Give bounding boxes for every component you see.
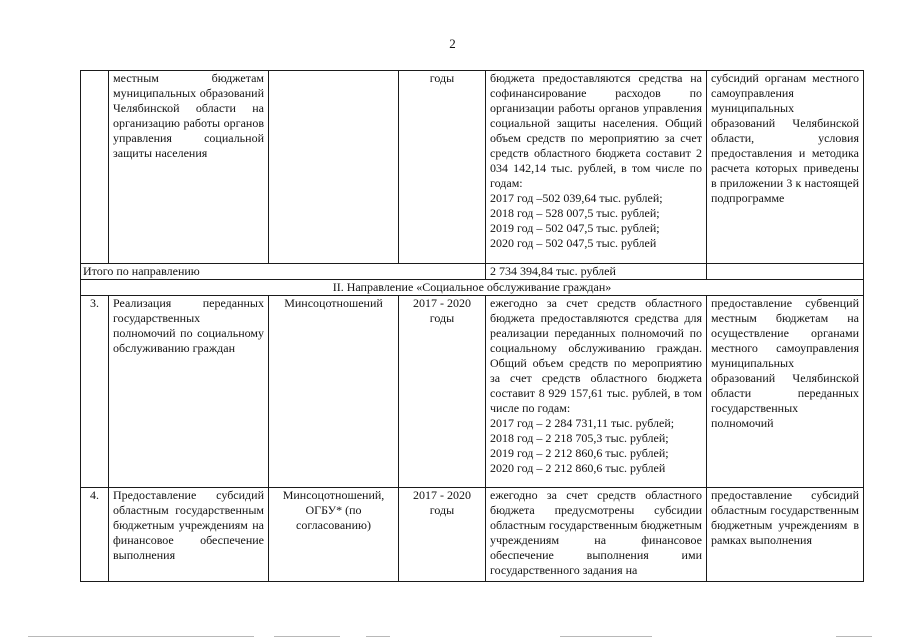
cell-empty [707, 264, 864, 280]
description-text: бюджета предоставляются средства на софинансирование расходов по организации работы органов управления социальной защиты населения. Общий объем средств по мероприятию за счет средств областного бюджета составит 2 034 142,14 тыс. рублей, в том числе по годам: [490, 71, 702, 190]
cell-result-text: предоставление субсидий областным государственным бюджетным учреждениям в рамках выполнения [711, 488, 859, 547]
cell-action [109, 488, 269, 582]
cell-executor [269, 71, 399, 264]
cell-term [399, 488, 486, 582]
cell-term: 2017 - 2020 годы [399, 296, 486, 488]
year-line: 2017 год – 2 284 731,11 тыс. рублей; [490, 416, 675, 430]
scan-mark [28, 636, 254, 637]
cell-number [81, 488, 109, 582]
measures-table [80, 70, 864, 582]
cell-description [486, 488, 707, 582]
total-row [81, 264, 864, 280]
table-row-3 [81, 296, 864, 488]
description-text: ежегодно за счет средств областного бюджета предусмотрены субсидии областным государственным бюджетным учреждениям на финансовое обеспечение выполнения ими государственного задания на [490, 488, 702, 577]
year-line: 2018 год – 528 007,5 тыс. рублей; [490, 206, 660, 220]
scan-mark [274, 636, 340, 637]
section-header-row [81, 280, 864, 296]
table-row-4 [81, 488, 864, 582]
section-header: II. Направление «Социальное обслуживание граждан» [81, 280, 864, 296]
cell-action: местным бюджетам муниципальных образований Челябинской области на организацию работы органов управления социальной защиты населения [109, 71, 269, 264]
year-line: 2020 год – 502 047,5 тыс. рублей [490, 236, 657, 250]
year-line: 2019 год – 502 047,5 тыс. рублей; [490, 221, 660, 235]
scan-mark [366, 636, 390, 637]
cell-number [81, 71, 109, 264]
cell-result [707, 488, 864, 582]
year-line: 2019 год – 2 212 860,6 тыс. рублей; [490, 446, 669, 460]
scan-mark [560, 636, 652, 637]
cell-number-text: 4. [90, 488, 99, 502]
year-line: 2020 год – 2 212 860,6 тыс. рублей [490, 461, 666, 475]
total-label: Итого по направлению [81, 264, 486, 280]
cell-result: предоставление субвенций местным бюджетам на осуществление органами местного самоуправления муниципальных образований Челябинской области переданных государственных полномочий [707, 296, 864, 488]
cell-term: годы [399, 71, 486, 264]
cell-description [486, 296, 707, 488]
cell-result: субсидий органам местного самоуправления муниципальных образований Челябинской области, условия предоставления и методика расчета которых приведены в приложении 3 к настоящей подпрограмме [707, 71, 864, 264]
year-line: 2018 год – 2 218 705,3 тыс. рублей; [490, 431, 669, 445]
cell-action-text: Предоставление субсидий областным государственным бюджетным учреждениям на финансовое обеспечение выполнения [113, 488, 264, 562]
scan-mark [836, 636, 872, 637]
total-amount: 2 734 394,84 тыс. рублей [486, 264, 707, 280]
years-list [490, 416, 702, 476]
years-list [490, 191, 702, 251]
cell-executor [269, 488, 399, 582]
cell-executor-text: Минсоцотношений, ОГБУ* (по согласованию) [282, 488, 385, 532]
cell-number: 3. [81, 296, 109, 488]
cell-action: Реализация переданных государственных полномочий по социальному обслуживанию граждан [109, 296, 269, 488]
year-line: 2017 год –502 039,64 тыс. рублей; [490, 191, 663, 205]
cell-description [486, 71, 707, 264]
page-number: 2 [449, 36, 456, 51]
cell-term-text: 2017 - 2020 годы [413, 488, 471, 517]
cell-executor: Минсоцотношений [269, 296, 399, 488]
description-text: ежегодно за счет средств областного бюджета предоставляются средства для реализации переданных полномочий по социальному обслуживанию граждан. Общий объем средств по мероприятию за счет средств областного бюджета составит 8 929 157,61 тыс. рублей, в том числе по годам: [490, 296, 702, 415]
table-row-continued [81, 71, 864, 264]
